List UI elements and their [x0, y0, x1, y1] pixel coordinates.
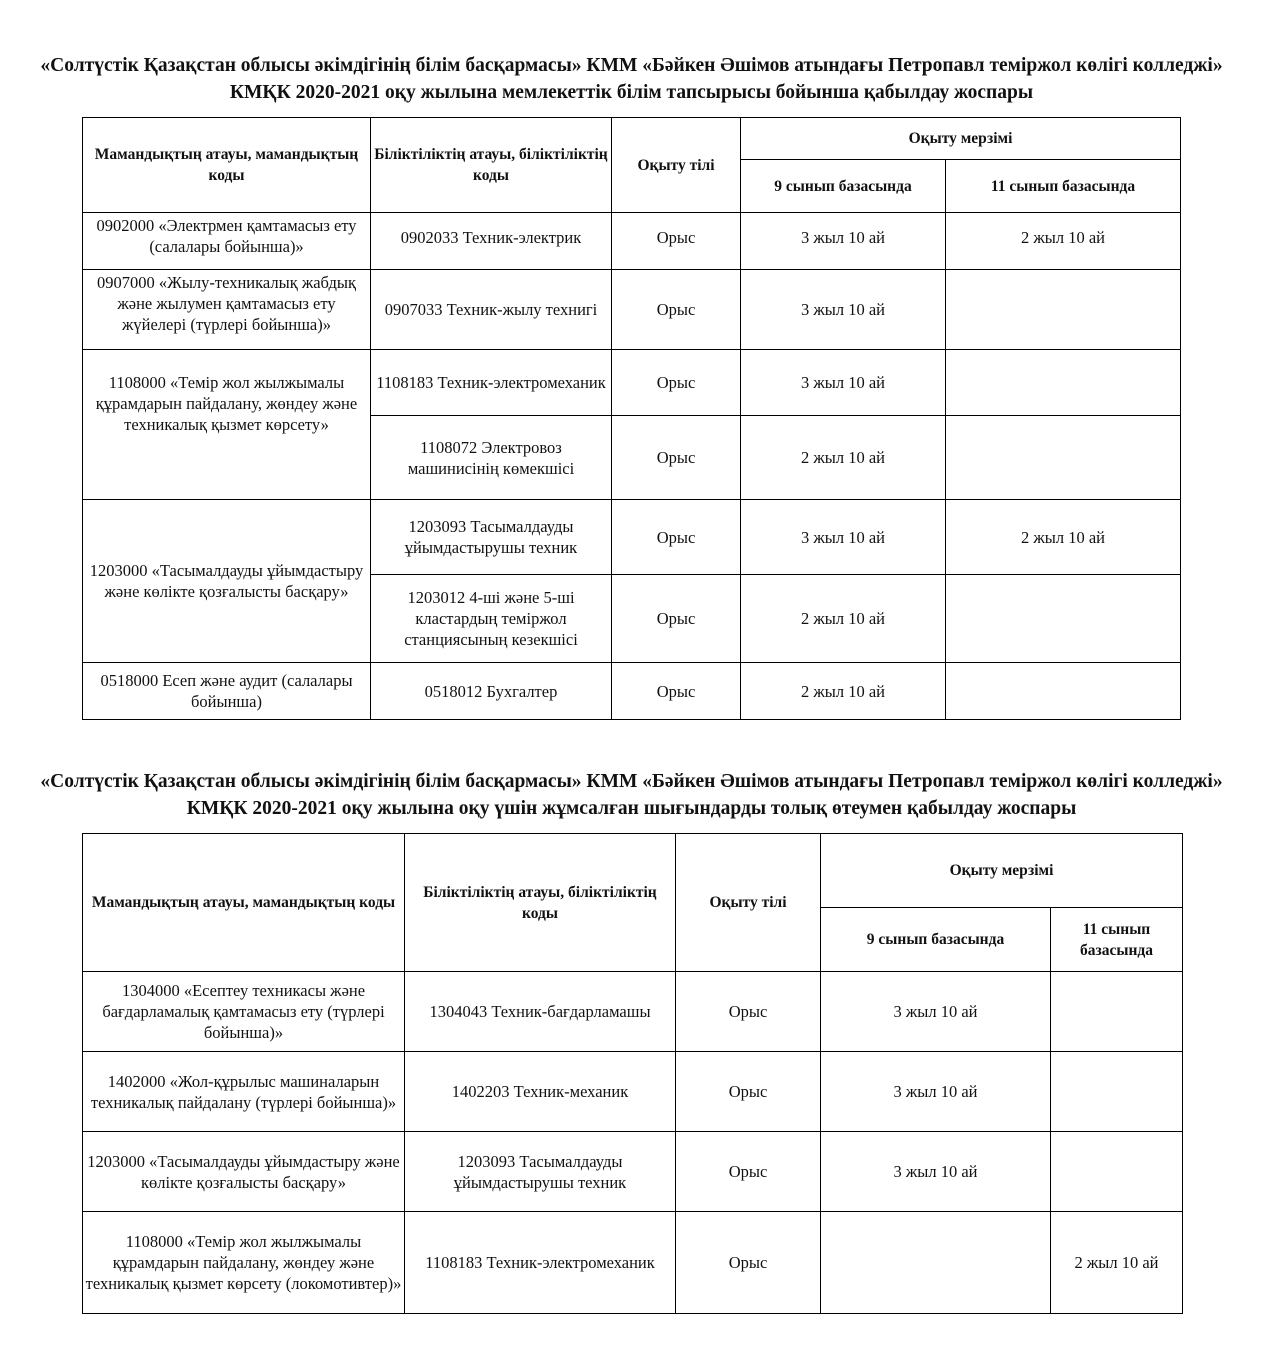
language-cell: Орыс: [612, 663, 741, 720]
header-qualification: Біліктіліктің атауы, біліктіліктің коды: [371, 118, 612, 213]
header-language: Оқыту тілі: [676, 834, 821, 972]
base11-cell: [946, 270, 1181, 350]
header-qualification: Біліктіліктің атауы, біліктіліктің коды: [405, 834, 676, 972]
language-cell: Орыс: [612, 350, 741, 416]
base9-cell: 3 жыл 10 ай: [821, 972, 1051, 1052]
header-base11: 11 сынып базасында: [946, 160, 1181, 213]
base11-cell: [1051, 1132, 1183, 1212]
base11-cell: [1051, 972, 1183, 1052]
paid-admission-table: [82, 833, 1183, 1314]
qualification-cell: 1108183 Техник-электромеханик: [405, 1212, 676, 1314]
qualification-cell: 1108072 Электровоз машинисінің көмекшісі: [371, 416, 612, 500]
base9-cell: 2 жыл 10 ай: [741, 416, 946, 500]
specialty-cell: 0902000 «Электрмен қамтамасыз ету (салалары бойынша)»: [83, 213, 371, 270]
base9-cell: 2 жыл 10 ай: [741, 575, 946, 663]
section1-title: «Солтүстік Қазақстан облысы әкімдігінің білім басқармасы» КММ «Бәйкен Әшімов атындағы Петропавл теміржол көлігі колледжі» КМҚК 2020-2021 оқу жылына мемлекеттік білім тапсырысы бойынша қабылдау жоспары: [40, 55, 1223, 103]
table-row: [83, 350, 1181, 416]
specialty-cell: 1402000 «Жол-құрылыс машиналарын техникалық пайдалану (түрлері бойынша)»: [83, 1052, 405, 1132]
table-row: [83, 270, 1181, 350]
specialty-cell: 1203000 «Тасымалдауды ұйымдастыру және көлікте қозғалысты басқару»: [83, 1132, 405, 1212]
qualification-cell: 1108183 Техник-электромеханик: [371, 350, 612, 416]
specialty-cell: 1108000 «Темір жол жылжымалы құрамдарын пайдалану, жөндеу және техникалық қызмет көрсету (локомотивтер)»: [83, 1212, 405, 1314]
table-row: [83, 500, 1181, 575]
qualification-cell: 1304043 Техник-бағдарламашы: [405, 972, 676, 1052]
base11-cell: [946, 663, 1181, 720]
table-row: [83, 663, 1181, 720]
qualification-cell: 1402203 Техник-механик: [405, 1052, 676, 1132]
header-specialty: Мамандықтың атауы, мамандықтың коды: [83, 834, 405, 972]
language-cell: Орыс: [676, 1132, 821, 1212]
base9-cell: 3 жыл 10 ай: [741, 500, 946, 575]
base11-cell: 2 жыл 10 ай: [946, 500, 1181, 575]
base9-cell: 3 жыл 10 ай: [741, 350, 946, 416]
header-specialty: Мамандықтың атауы, мамандықтың коды: [83, 118, 371, 213]
specialty-cell: 1108000 «Темір жол жылжымалы құрамдарын пайдалану, жөндеу және техникалық қызмет көрсету»: [83, 350, 371, 500]
specialty-cell: 0907000 «Жылу-техникалық жабдық және жылумен қамтамасыз ету жүйелері (түрлері бойынша)»: [83, 270, 371, 350]
header-duration: Оқыту мерзімі: [821, 834, 1183, 908]
table-row: [83, 972, 1183, 1052]
language-cell: Орыс: [612, 416, 741, 500]
qualification-cell: 0907033 Техник-жылу технигі: [371, 270, 612, 350]
specialty-cell: 0518000 Есеп және аудит (салалары бойынша): [83, 663, 371, 720]
specialty-cell: 1304000 «Есептеу техникасы және бағдарламалық қамтамасыз ету (түрлері бойынша)»: [83, 972, 405, 1052]
language-cell: Орыс: [612, 270, 741, 350]
qualification-cell: 0902033 Техник-электрик: [371, 213, 612, 270]
base11-cell: [946, 416, 1181, 500]
base9-cell: 3 жыл 10 ай: [821, 1052, 1051, 1132]
base11-cell: 2 жыл 10 ай: [946, 213, 1181, 270]
base9-cell: [821, 1212, 1051, 1314]
header-language: Оқыту тілі: [612, 118, 741, 213]
base9-cell: 2 жыл 10 ай: [741, 663, 946, 720]
qualification-cell: 1203093 Тасымалдауды ұйымдастырушы техник: [405, 1132, 676, 1212]
base11-cell: [1051, 1052, 1183, 1132]
header-base11: 11 сынып базасында: [1051, 908, 1183, 972]
language-cell: Орыс: [612, 575, 741, 663]
table-row: [83, 1212, 1183, 1314]
header-row: [83, 834, 1183, 908]
specialty-cell: 1203000 «Тасымалдауды ұйымдастыру және көлікте қозғалысты басқару»: [83, 500, 371, 663]
base11-cell: [946, 575, 1181, 663]
language-cell: Орыс: [612, 500, 741, 575]
table-row: [83, 213, 1181, 270]
base11-cell: 2 жыл 10 ай: [1051, 1212, 1183, 1314]
table-row: [83, 1052, 1183, 1132]
language-cell: Орыс: [676, 1052, 821, 1132]
base9-cell: 3 жыл 10 ай: [821, 1132, 1051, 1212]
header-base9: 9 сынып базасында: [741, 160, 946, 213]
qualification-cell: 1203012 4-ші және 5-ші кластардың теміржол станциясының кезекшісі: [371, 575, 612, 663]
qualification-cell: 0518012 Бухгалтер: [371, 663, 612, 720]
base9-cell: 3 жыл 10 ай: [741, 270, 946, 350]
base11-cell: [946, 350, 1181, 416]
qualification-cell: 1203093 Тасымалдауды ұйымдастырушы техник: [371, 500, 612, 575]
header-base9: 9 сынып базасында: [821, 908, 1051, 972]
base9-cell: 3 жыл 10 ай: [741, 213, 946, 270]
header-duration: Оқыту мерзімі: [741, 118, 1181, 160]
section2-title: «Солтүстік Қазақстан облысы әкімдігінің білім басқармасы» КММ «Бәйкен Әшімов атындағы Петропавл теміржол көлігі колледжі» КМҚК 2020-2021 оқу жылына оқу үшін жұмсалған шығындарды толық өтеумен қабылдау жоспары: [40, 771, 1223, 819]
language-cell: Орыс: [676, 972, 821, 1052]
header-row: [83, 118, 1181, 160]
table-row: [83, 1132, 1183, 1212]
state-order-admission-table: [82, 117, 1181, 720]
language-cell: Орыс: [612, 213, 741, 270]
language-cell: Орыс: [676, 1212, 821, 1314]
